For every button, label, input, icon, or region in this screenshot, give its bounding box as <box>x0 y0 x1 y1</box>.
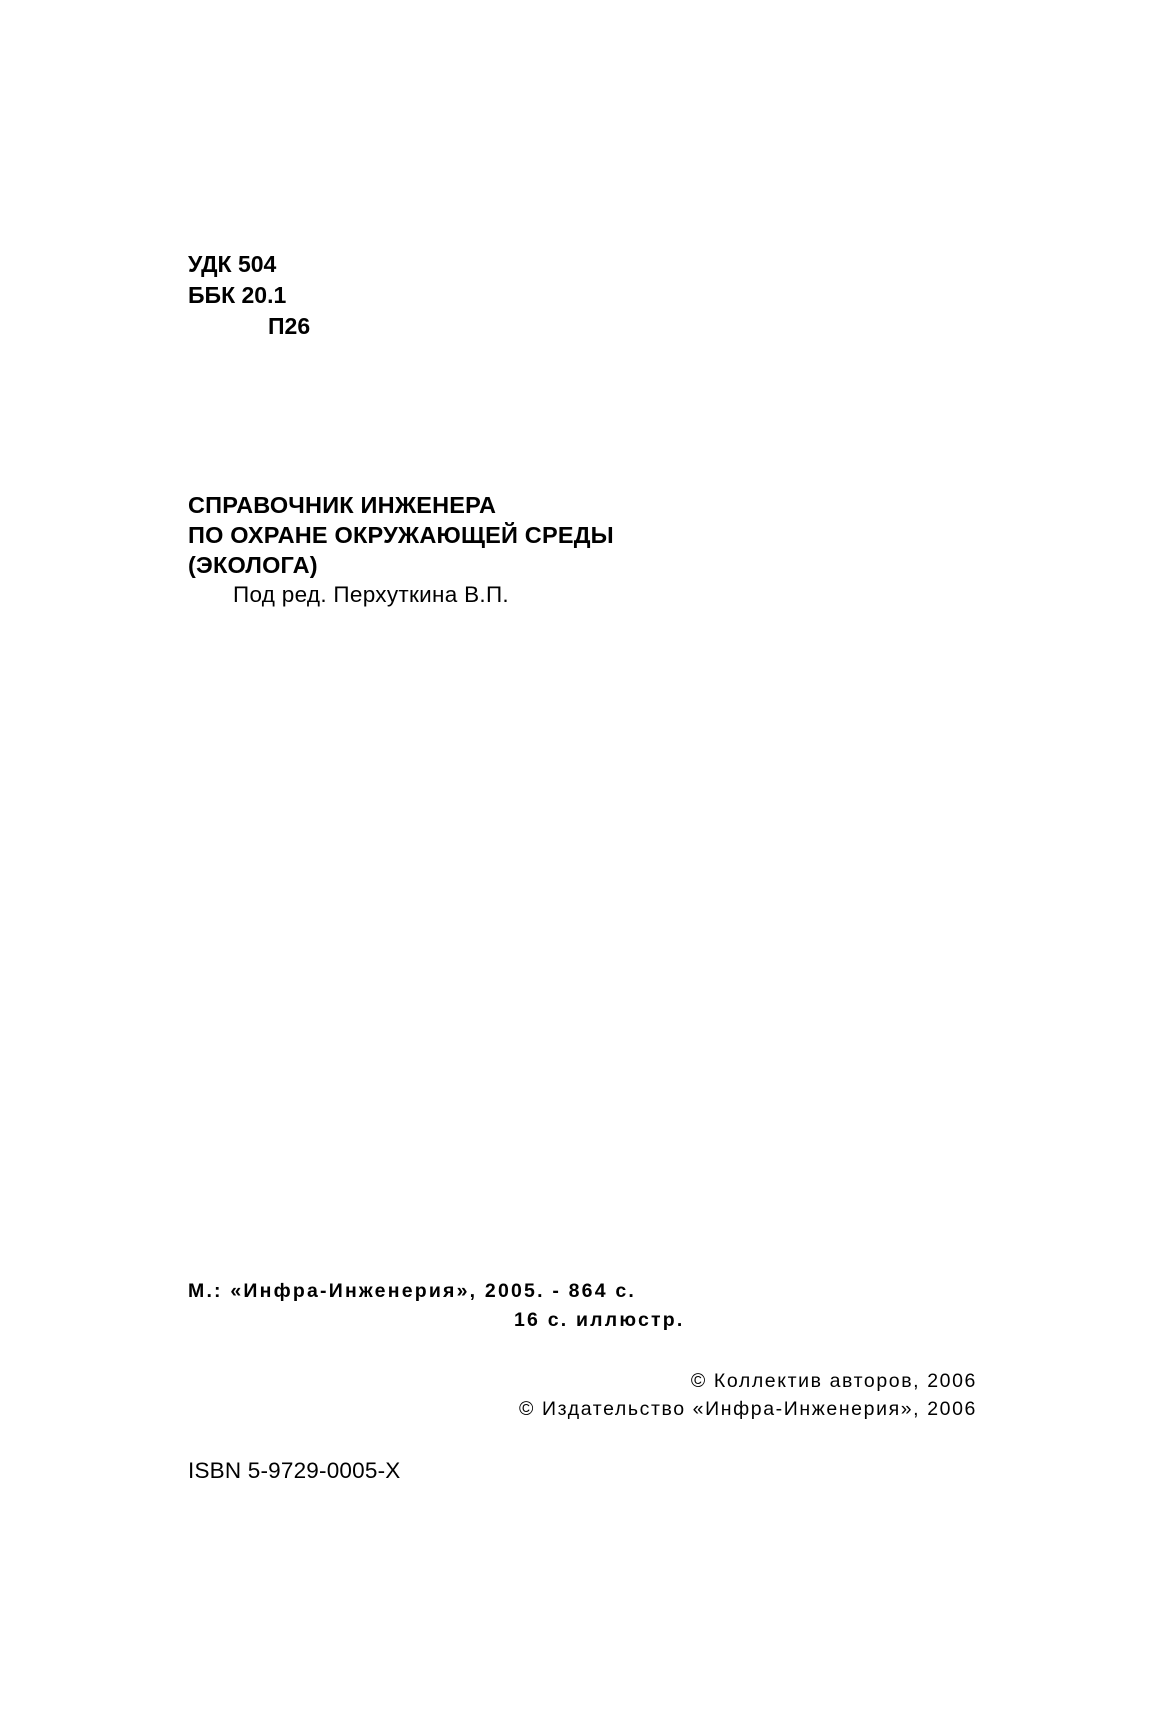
editor-line: Под ред. Перхуткина В.П. <box>233 582 509 607</box>
copyright-publisher: © Издательство «Инфра-Инженерия», 2006 <box>519 1398 977 1420</box>
book-title-line-2: ПО ОХРАНЕ ОКРУЖАЮЩЕЙ СРЕДЫ <box>188 522 614 548</box>
isbn: ISBN 5-9729-0005-X <box>188 1458 401 1483</box>
copyright-authors: © Коллектив авторов, 2006 <box>690 1370 977 1392</box>
imprint-line-2: 16 с. иллюстр. <box>514 1309 685 1331</box>
book-title-line-1: СПРАВОЧНИК ИНЖЕНЕРА <box>188 492 497 518</box>
book-title-line-3: (ЭКОЛОГА) <box>188 552 318 578</box>
bbk-code: ББК 20.1 <box>188 282 287 308</box>
author-mark: П26 <box>268 313 311 339</box>
udk-code: УДК 504 <box>188 251 277 277</box>
imprint-line-1: М.: «Инфра-Инженерия», 2005. - 864 с. <box>188 1280 637 1302</box>
